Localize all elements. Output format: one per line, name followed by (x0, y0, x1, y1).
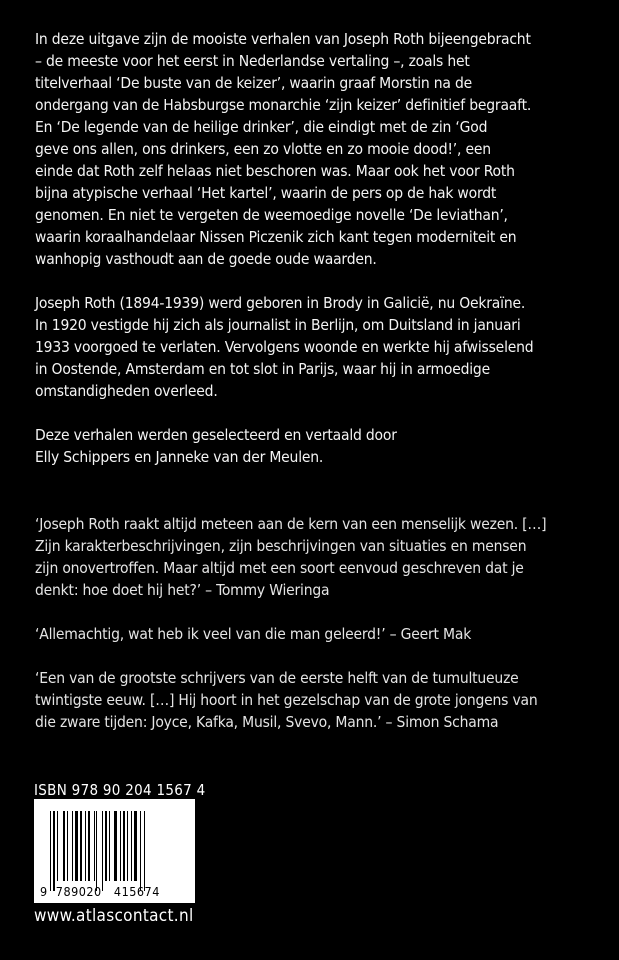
author-bio-paragraph (35, 292, 595, 402)
text-line: zijn onovertroffen. Maar altijd met een soort eenvoud geschreven dat je (35, 559, 524, 577)
text-line: titelverhaal ‘De buste van de keizer’, waarin graaf Morstin na de (35, 74, 472, 92)
text-line: bijna atypische verhaal ‘Het kartel’, waarin de pers op de hak wordt (35, 184, 497, 202)
text-line: die zware tijden: Joyce, Kafka, Musil, Svevo, Mann.’ – Simon Schama (35, 713, 499, 731)
text-line: En ‘De legende van de heilige drinker’, die eindigt met de zin ‘God (35, 118, 488, 136)
text-line: Elly Schippers en Janneke van der Meulen. (35, 448, 324, 466)
text-line: genomen. En niet te vergeten de weemoedige novelle ‘De leviathan’, (35, 206, 508, 224)
text-line: in Oostende, Amsterdam en tot slot in Parijs, waar hij in armoedige (35, 360, 490, 378)
text-line: waarin koraalhandelaar Nissen Piczenik zich kant tegen moderniteit en (35, 228, 517, 246)
text-line: Zijn karakterbeschrijvingen, zijn beschrijvingen van situaties en mensen (35, 537, 527, 555)
barcode (34, 799, 195, 903)
text-line: wanhopig vasthoudt aan de goede oude waarden. (35, 250, 377, 268)
text-line: einde dat Roth zelf helaas niet beschoren was. Maar ook het voor Roth (35, 162, 515, 180)
text-line: twintigste eeuw. […] Hij hoort in het gezelschap van de grote jongens van (35, 691, 538, 709)
text-line: ‘Joseph Roth raakt altijd meteen aan de kern van een menselijk wezen. […] (35, 515, 547, 533)
isbn-label: ISBN 978 90 204 1567 4 (34, 781, 206, 799)
text-line: Deze verhalen werden geselecteerd en vertaald door (35, 426, 397, 444)
review-quotes (35, 513, 595, 755)
text-line: ‘Allemachtig, wat heb ik veel van die man geleerd!’ – Geert Mak (35, 625, 472, 643)
text-line: ‘Een van de grootste schrijvers van de eerste helft van de tumultueuze (35, 669, 519, 687)
text-line: 1933 voorgoed te verlaten. Vervolgens woonde en werkte hij afwisselend (35, 338, 534, 356)
publisher-url: www.atlascontact.nl (34, 906, 194, 926)
quote-mak (35, 623, 595, 645)
translators-paragraph (35, 424, 595, 468)
description-blurb (35, 28, 595, 490)
quote-schama (35, 667, 595, 733)
quote-wieringa (35, 513, 595, 601)
text-line: geve ons allen, ons drinkers, een zo vlotte en zo mooie dood!’, een (35, 140, 491, 158)
summary-paragraph (35, 28, 595, 270)
text-line: denkt: hoe doet hij het?’ – Tommy Wieringa (35, 581, 330, 599)
text-line: Joseph Roth (1894-1939) werd geboren in Brody in Galicië, nu Oekraïne. (35, 294, 526, 312)
text-line: In deze uitgave zijn de mooiste verhalen van Joseph Roth bijeengebracht (35, 30, 531, 48)
barcode-digits: 9 789020 415674 (40, 884, 160, 899)
text-line: ondergang van de Habsburgse monarchie ‘zijn keizer’ definitief begraaft. (35, 96, 532, 114)
text-line: – de meeste voor het eerst in Nederlandse vertaling –, zoals het (35, 52, 470, 70)
text-line: omstandigheden overleed. (35, 382, 218, 400)
text-line: In 1920 vestigde hij zich als journalist in Berlijn, om Duitsland in januari (35, 316, 521, 334)
barcode-bars (50, 811, 180, 885)
